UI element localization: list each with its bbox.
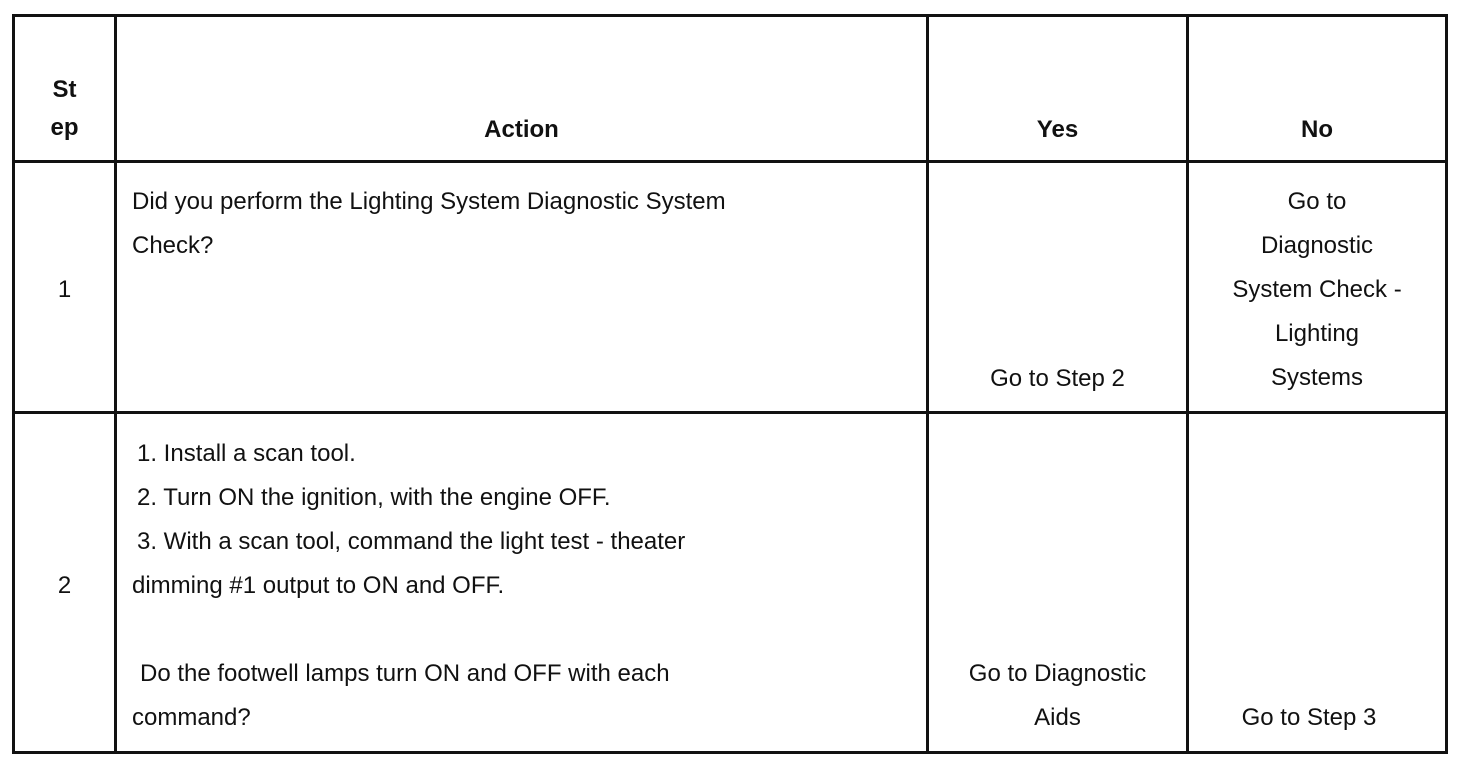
row-1-step: 1 [57,276,72,303]
header-step [15,71,114,147]
row-1-action [132,180,726,268]
header-step-line2: ep [50,114,79,141]
row-1-no-line: Lighting [1274,320,1360,347]
row-2-yes-line: Go to Diagnostic [968,660,1147,687]
row-2-yes [929,652,1186,740]
diagnostic-table [12,14,1448,754]
header-action: Action [484,116,559,143]
row-1-yes: Go to Step 2 [990,365,1125,392]
row-2-action-step-1: 1. Install a scan tool. [137,440,356,467]
row-1-no-line: Diagnostic [1260,232,1374,259]
header-step-line1: St [52,76,77,103]
row-2-action-line: command? [132,704,251,731]
row-2-no: Go to Step 3 [1241,704,1377,731]
row-1-action-line: Did you perform the Lighting System Diagnostic System [132,188,726,215]
row-2-action-step-2: 2. Turn ON the ignition, with the engine OFF. [137,484,611,511]
row-divider-1 [15,411,1445,414]
row-1-no [1189,180,1445,400]
row-2-action-line: dimming #1 output to ON and OFF. [132,572,505,599]
row-1-action-line: Check? [132,232,214,259]
row-1-no-line: System Check - [1232,276,1402,303]
header-no: No [1301,116,1333,143]
row-2-action [132,432,685,740]
row-2-action-step-3: 3. With a scan tool, command the light test - theater [137,528,686,555]
row-2-yes-line: Aids [1034,704,1081,731]
row-1-no-line: Go to [1287,188,1347,215]
row-1-no-line: Systems [1270,364,1363,391]
row-2-action-spacer [132,608,685,652]
header-yes: Yes [1036,116,1079,143]
row-2-step: 2 [57,572,72,599]
row-2-action-question: Do the footwell lamps turn ON and OFF with each [140,660,670,687]
header-row-divider [15,160,1445,163]
